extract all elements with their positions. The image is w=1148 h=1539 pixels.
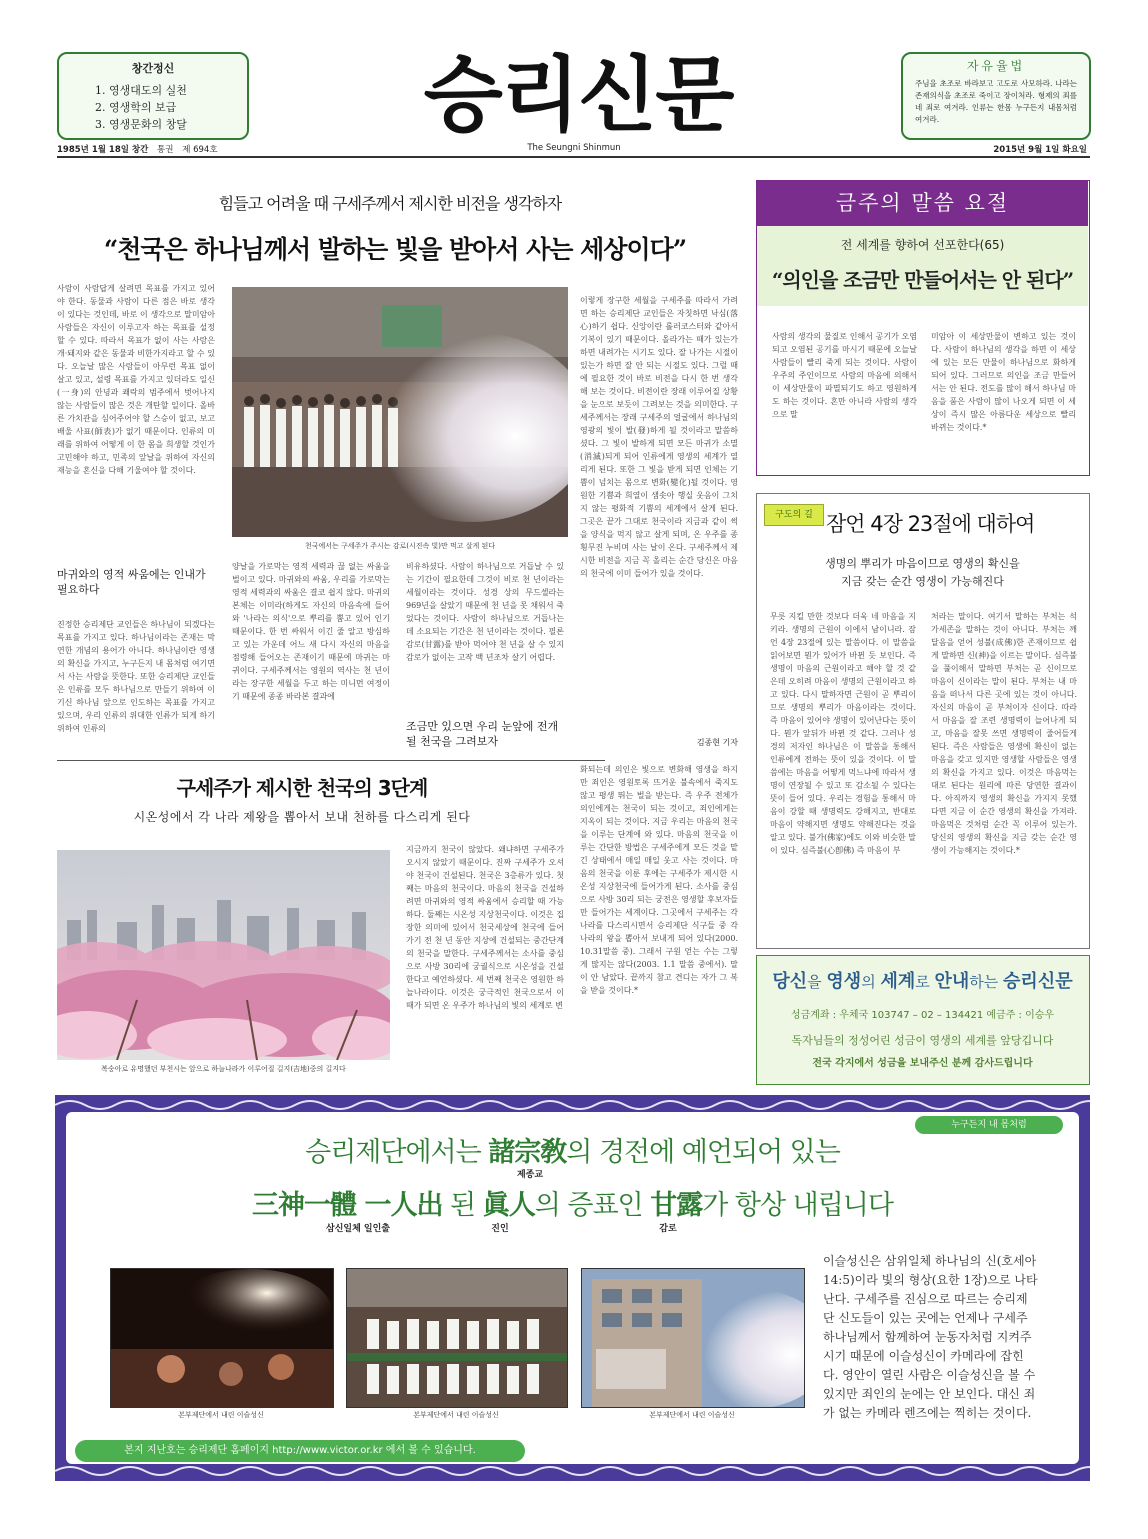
bottom-ruby2c: 감로 bbox=[659, 1224, 677, 1234]
lead-byline: 김종현 기자 bbox=[696, 738, 738, 747]
dew-photo-2 bbox=[346, 1268, 568, 1408]
notice-title-2: 을 bbox=[807, 973, 827, 991]
bottom-ruby2a: 삼신일체 일인출 bbox=[326, 1224, 390, 1234]
sermon-col2: 미암아 이 세상만물이 변하고 있는 것이다. 사람이 하나님의 생각을 하면 이 세상에 있는 모든 만물이 하나님으로 화하게 되어 있다. 그러므로 의인을 조금 만들어서는 안 된다. 전도를 많이 해서 하나님 마음을 품은 사람이 많이 나오게 되면 이 세상이 즉시 많은 아름다운 세상으로 빨리 바뀌는 것이다.* bbox=[931, 332, 1076, 432]
bottom-description: 이슬성신은 삼위일체 하나님의 신(호세아 14:5)이라 빛의 형상(요한 1장)으로 나타난다. 구세주를 진심으로 따르는 승리제단 신도들이 있는 곳에는 언제나 구세주 하나님께서 함께하여 눈동자처럼 지켜주시기 때문에 이슬성신이 카메라에 잡힌다. 영안이 열린 사람은 이슬성신을 볼 수 있지만 죄인의 눈에는 안 보인다. 대신 죄가 없는 카메라 렌즈에는 찍히는 것이다. bbox=[823, 1254, 1038, 1420]
founding-item-2: 2. 영생학의 보급 bbox=[95, 101, 177, 114]
dew-caption-3: 본부제단에서 내린 이슬성신 bbox=[649, 1411, 735, 1419]
founding-spirit-title: 창간정신 bbox=[131, 62, 175, 75]
proverb-headline: 잠언 4장 23절에 대하여 bbox=[826, 512, 1035, 536]
bottom-line2-b: 된 bbox=[442, 1190, 483, 1221]
free-law-text: 주님을 초조로 바라보고 고도로 사모하라. 나라는 존재의식을 초조로 죽이고 장이처라. 형제의 죄를 네 죄로 여겨라. 인류는 한몸 누구든지 내몸처럼 여겨라. bbox=[915, 79, 1077, 124]
peach-blossom-photo bbox=[57, 850, 390, 1060]
english-name: The Seungni Shinmun bbox=[527, 143, 621, 153]
bottom-footer-bar: 본지 지난호는 승리제단 홈페이지 http://www.victor.or.kr 에서 볼 수 있습니다. bbox=[75, 1440, 525, 1462]
bottom-line1-a: 승리제단에서는 bbox=[305, 1137, 489, 1168]
dew-caption-2: 본부제단에서 내린 이슬성신 bbox=[413, 1411, 499, 1419]
notice-title-1: 당신 bbox=[772, 971, 808, 992]
heaven-photo bbox=[57, 850, 390, 1060]
founding-item-1: 1. 영생대도의 실천 bbox=[95, 84, 187, 97]
bottom-line2-e: 甘露 bbox=[650, 1190, 703, 1221]
sub1-heading: 마귀와의 영적 싸움에는 인내가 필요하다 bbox=[57, 568, 206, 596]
lead-col1: 사람이 사람답게 살려면 목표를 가지고 있어야 한다. 동물과 사람이 다른 점은 바로 생각이 있다는 것인데, 바로 이 생각으로 말미암아 사람들은 자신이 이루고자 하는 목표를 설정할 수 있다. 따라서 목표가 없이 사는 사람은 개·돼지와 같은 동물과 비한가지라고 할 수 있다. 오늘날 많은 사람들이 아무런 목표 없이 살고 있고, 설령 목표를 가지고 있더라도 일신(一身)의 안녕과 쾌락의 범주에서 벗어나지 않는 사람들이 많은 것은 개탄할 일이다. 올바른 가치관을 심어주어야 할 스승이 없고, 보고 배울 사표(師表)가 없기 때문이다. 인류의 미래를 위하여 어떻게 이 한 몸을 희생할 것인가 고민해야 하고, 민족의 앞날을 위하여 자신의 재능을 혼신을 다해 기울여야 할 것이다. bbox=[57, 284, 215, 475]
bottom-line2-a: 三神一體 一人出 bbox=[252, 1190, 443, 1221]
lead-photo bbox=[232, 287, 568, 537]
heaven-col2: 화되는데 의인은 빛으로 변화해 영생을 하지만 죄인은 영원토록 뜨거운 불속에서 죽지도 않고 평생 뛰는 벌을 받는다. 즉 우주 전체가 의인에게는 천국이 되는 것이고, 죄인에게는 지옥이 되는 것이다. 지금 우리는 마음의 천국을 이루는 단계에 와 있다. 마음의 천국을 이루는 간단한 방법은 구세주에게 모든 것을 맡긴 상태에서 매일 매일 웃고 사는 것이다. 마음의 천국을 이룬 후에는 구세주가 제시한 시온성 지상천국에 들어가게 된다. 소사를 중심으로 사방 30리 되는 궁전은 영생할 후보자들만 들어가는 세계이다. 그곳에서 구세주는 각 나라를 다스리시면서 승리제단 식구들 중 각 나라의 왕을 뽑아서 보내게 되어 있다(2000. 10.31말씀 중). 그래서 구원 얻는 수는 그렇게 많지는 않다(2003. 1.1 말씀 중에서). 말이 안 남았다. 끝까지 참고 견디는 자가 그 복을 받을 것이다.* bbox=[580, 765, 738, 995]
bottom-ruby1: 제종교 bbox=[516, 1170, 544, 1180]
sub1-col2: 양날을 가로막는 영적 세력과 끊 없는 싸움을 벌이고 있다. 마귀와의 싸움, 우리를 가로막는 영적 세력과의 싸움은 결코 쉽지 않다. 마귀의 본체는 이미라(하게도 자신의 마음속에 들어와 '나라는 의식'으로 뿌리를 뿜고 있어 인기 때문이다. 한 번 싸워서 이긴 줄 알고 방심하고 있는 가운데 어느 새 다시 자신의 마음을 점령해 들어오는 존재이기 때문에 마귀는 마귀이다. 구세주께서는 영원의 역사는 천 년이라는 장구한 세월을 두고 하는 미니먼 여정이기 때문에 종종 바라본 결과에 bbox=[232, 562, 390, 701]
heaven-subtitle: 시온성에서 각 나라 제왕을 뽑아서 보내 천하를 다스리게 된다 bbox=[133, 810, 471, 824]
notice-title bbox=[757, 967, 1088, 993]
bottom-line2-d: 의 증표인 bbox=[534, 1190, 651, 1221]
free-law-box bbox=[901, 52, 1091, 140]
notice-thanks2: 전국 각지에서 성금을 보내주신 분께 감사드립니다 bbox=[812, 1058, 1033, 1069]
notice-title-6: 로 bbox=[915, 973, 935, 991]
sermon-headline: “의인을 조금만 만들어서는 안 된다” bbox=[771, 268, 1074, 292]
sub1-col3: 비유하셨다. 사람이 하나님으로 거듭날 수 있는 기간이 필요한데 그것이 비로 천 년이라는 세월이라는 것이다. 성경 상의 무드셀라는 969년을 살았기 때문에 천 년을 못 채워서 죽었다는 것이다. 사람이 하나님으로 거듭나는 데 소요되는 기간은 천 년이라는 것이다. 필론 감로(甘露)를 받아 먹어야 천 년을 살 수 있지 감로가 없이는 고작 백 년조차 살기 어렵다. bbox=[406, 562, 564, 662]
proverb-col2: 처라는 말이다. 여기서 말하는 부처는 석가세존을 말하는 것이 아니다. 부처는 깨달음을 얻어 성불(成佛)한 존재이므로 쉽게 말하면 신(神)을 이르는 말이다. 심즉불을 풀이해서 말하면 부처는 곧 신이므로 마음이 신이라는 말이 된다. 부처는 내 마음을 떠나서 다른 곳에 있는 것이 아니다. 자신의 마음이 곧 부처이자 신이다. 따라서 마음을 잘 조련 생명력이 늘어나게 되고, 마음을 잘못 쓰면 생명력이 줄어들게 된다. 즉은 사람들은 영생에 확신이 없는 마음을 갖고 있지만 영생할 사람들은 영생의 확신을 가지고 있다. 이것은 마음먹는 대로 된다는 원리에 따른 당연한 결과이다. 아직까지 영생의 확신을 가지지 못했다면 지금 이 순간 영생의 확신을 가져라. 마음먹은 것처럼 순간 꼭 이루어 있는가. 당신의 영생의 확신을 지금 갖는 순간 영생이 가능해지는 것이다.* bbox=[931, 612, 1077, 855]
sub1-col1: 진정한 승리제단 교인들은 하나님이 되겠다는 목표를 가지고 있다. 하나님이라는 존재는 막연한 개념의 용어가 아니다. 하나님이란 영생의 확신을 가지고, 누구든지 내 몸처럼 여기면서 사는 사람을 뜻한다. 또한 승리제단 교인들은 인류를 모두 하나님으로 만들기 위하여 이기신 하나님 앞으로 인도하는 목표를 가지고 있으며, 우리 인류의 위대한 인류가 되게 하기 위하여 인류의 bbox=[57, 620, 215, 733]
dew-photo-3-image bbox=[582, 1269, 804, 1407]
proverb-sub1: 생명의 뿌리가 마음이므로 영생의 확신을 bbox=[825, 557, 1020, 570]
dew-photo-2-image bbox=[347, 1269, 567, 1407]
bottom-line2 bbox=[66, 1183, 1079, 1222]
bottom-ruby2b: 진인 bbox=[491, 1224, 509, 1234]
issue-date: 2015년 9월 1일 화요일 bbox=[993, 145, 1087, 155]
proverb-tag: 구도의 길 bbox=[764, 504, 824, 526]
sermon-subtitle: 전 세계를 향하여 선포한다(65) bbox=[840, 238, 1005, 252]
choir-photo-image bbox=[232, 287, 568, 537]
notice-title-3: 영생 bbox=[826, 971, 862, 992]
lead-photo-caption: 천국에서는 구세주가 주시는 감로(시진속 빛)만 먹고 살게 된다 bbox=[304, 542, 496, 550]
issue-number: 제 694호 bbox=[182, 145, 218, 155]
notice-title-5: 세계 bbox=[880, 971, 916, 992]
founding-item-3: 3. 영생문화의 창달 bbox=[95, 118, 187, 131]
notice-title-9: 승리신문 bbox=[1003, 971, 1073, 992]
bottom-tag: 누구든지 내 몸처럼 bbox=[915, 1116, 1063, 1134]
bottom-line2-c: 眞人 bbox=[482, 1190, 535, 1221]
sermon-banner: 금주의 말씀 요절 bbox=[757, 181, 1088, 226]
free-law-title: 자유율법 bbox=[966, 59, 1026, 73]
notice-title-7: 안내 bbox=[934, 971, 970, 992]
issue-type: 통권 bbox=[157, 145, 174, 155]
issue-info-left bbox=[57, 143, 218, 155]
dew-photo-1-image bbox=[111, 1269, 333, 1407]
lead-kicker: 힘들고 어려울 때 구세주께서 제시한 비전을 생각하자 bbox=[218, 194, 562, 213]
bottom-line1 bbox=[66, 1130, 1079, 1169]
proverb-sub2: 지금 갖는 순간 영생이 가능해진다 bbox=[841, 575, 1004, 588]
lead-headline: “천국은 하나님께서 발하는 빛을 받아서 사는 세상이다” bbox=[103, 235, 687, 264]
bottom-line1-hanja: 諸宗敎 bbox=[488, 1137, 567, 1168]
heaven-photo-caption: 복숭아로 유명했던 부천시는 앞으로 하늘나라가 이루어질 길지(吉地)중의 길지다 bbox=[101, 1065, 346, 1073]
masthead-rule bbox=[57, 156, 1090, 158]
bottom-line2-f: 가 항상 내립니다 bbox=[702, 1190, 893, 1221]
founding-spirit-box bbox=[57, 52, 249, 140]
bottom-line1-b: 의 경전에 예언되어 있는 bbox=[566, 1137, 840, 1168]
newspaper-logo: 승리신문 bbox=[423, 48, 733, 143]
notice-account: 성금계좌 : 우체국 103747 – 02 – 134421 예금주 : 이승우 bbox=[790, 1010, 1055, 1021]
proverb-col1: 무릇 지킬 만한 것보다 더욱 네 마음을 지키라. 생명의 근원이 이에서 남이니라. 잠언 4장 23절에 있는 말씀이다. 이 말씀을 읽어보면 뭔가 있어가 바뀐 듯 보인다. 즉 생명이 마음의 근원이라고 해야 할 것 같은데 오히려 마음이 생명의 근원이라고 하고 있다. 다시 말하자면 근원이 곧 뿌리이므로 생명의 뿌리가 마음이라는 것이다. 즉 마음이 있어야 생명이 있어난다는 뜻이다. 뭔가 앞뒤가 바뀐 것 같다. 그러나 성경의 저자인 하나님은 이 말씀을 통해서 인류에게 전하는 뜻이 있을 것이다. 이 말씀에는 마음을 어떻게 먹느냐에 따라서 생명이 연장될 수 있고 또 감소될 수 있다는 뜻이 들어 있다. 우리는 경험을 통해서 마음이 강할 때 생명력도 강해지고, 반대로 마음이 약해지면 생명도 약해진다는 것을 알고 있다. 불가(佛家)에도 이와 비슷한 말이 있다. 심즉불(心卽佛) 즉 마음이 부 bbox=[770, 612, 916, 855]
dew-photo-1 bbox=[110, 1268, 334, 1408]
lead-col3: 이렇게 장구한 세월을 구세주를 따라서 가려면 하는 승리제단 교인들은 자칫하면 낙심(落心)하기 쉽다. 신앙이란 롤러코스터와 같아서 기복이 있기 때문이다. 올라가는 때가 있는가 하면 내려가는 시기도 있다. 잘 나가는 시절이 있는가 하면 잘 안 되는 시절도 있다. 그럴 때에 필요한 것이 바로 비전을 다시 한 번 생각해 보는 것이다. 비전이란 장래 이루어질 상황을 눈으로 보듯이 그려보는 것을 의미한다. 구세주께서는 장래 구세주의 얼굴에서 하나님의 영광의 빛이 발(發)하게 될 것이라고 말씀하셨다. 그 빛이 발하게 되면 모든 마귀가 소멸(消滅)되게 되어 인류에게 영생의 세계가 열리게 된다. 또한 그 빛을 받게 되면 인체는 기쁨이 넘치는 몸으로 변화(變化)될 것이다. 영원한 기쁨과 희열이 샘솟아 행실 웃음이 그치지 않는 평화적 기쁨의 세계에서 살게 된다. 그곳은 끝가 그대로 천국이라 지금과 같이 썩을 양식을 먹지 않고 살게 되며, 온 우주를 종횡무진 누비며 사는 날이 온다. 구세주께서 제시한 비전을 지금 꼭 올리는 순간 당신은 마음의 천국에 이미 들어가 있을 것이다. bbox=[580, 296, 738, 578]
lead-bottom-rule bbox=[57, 760, 605, 761]
sermon-col1: 사람의 생각의 물질로 인해서 공기가 오염되고 오염된 공기를 마시기 때문에 오늘날 사람들이 빨리 죽게 되는 것이다. 사람이 우주의 주인이므로 사람의 마음에 의해서 이 세상만물이 파멸되기도 하고 영원하게도 하는 것이다. 혼만 아니라 사람의 생각으로 말 bbox=[772, 332, 917, 419]
sub2-heading: 조금만 있으면 우리 눈앞에 전개될 천국을 그려보자 bbox=[406, 720, 559, 748]
dew-photo-3 bbox=[581, 1268, 805, 1408]
notice-thanks: 독자님들의 정성어린 성금이 영생의 세계를 앞당깁니다 bbox=[791, 1034, 1054, 1047]
heaven-headline: 구세주가 제시한 천국의 3단계 bbox=[176, 776, 428, 800]
notice-title-4: 의 bbox=[861, 973, 881, 991]
notice-title-8: 하는 bbox=[969, 973, 1004, 991]
founded-date: 1985년 1월 18일 창간 bbox=[57, 145, 149, 155]
dew-caption-1: 본부제단에서 내린 이슬성신 bbox=[178, 1411, 264, 1419]
heaven-col1: 지금까지 천국이 않았다. 왜냐하면 구세주가 오시지 않았기 때문이다. 진짜 구세주가 오셔야 천국이 건설된다. 천국은 3층류가 있다. 첫째는 마음의 천국이다. 마음의 천국을 건설하려면 마귀와의 영적 싸움에서 승리할 때 가능하다. 둘째는 시온성 지상천국이다. 이것은 집장한 의미에 있어서 천국세상에 천국에 들어가기 전 천 년 동안 지상에 건설되는 중간단계의 천국을 말한다. 구세주께서는 소사를 중심으로 사방 30리에 궁궐식으로 시온성을 건설한다고 예언하셨다. 세 번째 천국은 영원한 하늘나라이다. 이것은 궁극적인 천국으로서 이때가 되면 온 우주가 하나님의 빛의 세계로 변 bbox=[406, 845, 564, 1010]
